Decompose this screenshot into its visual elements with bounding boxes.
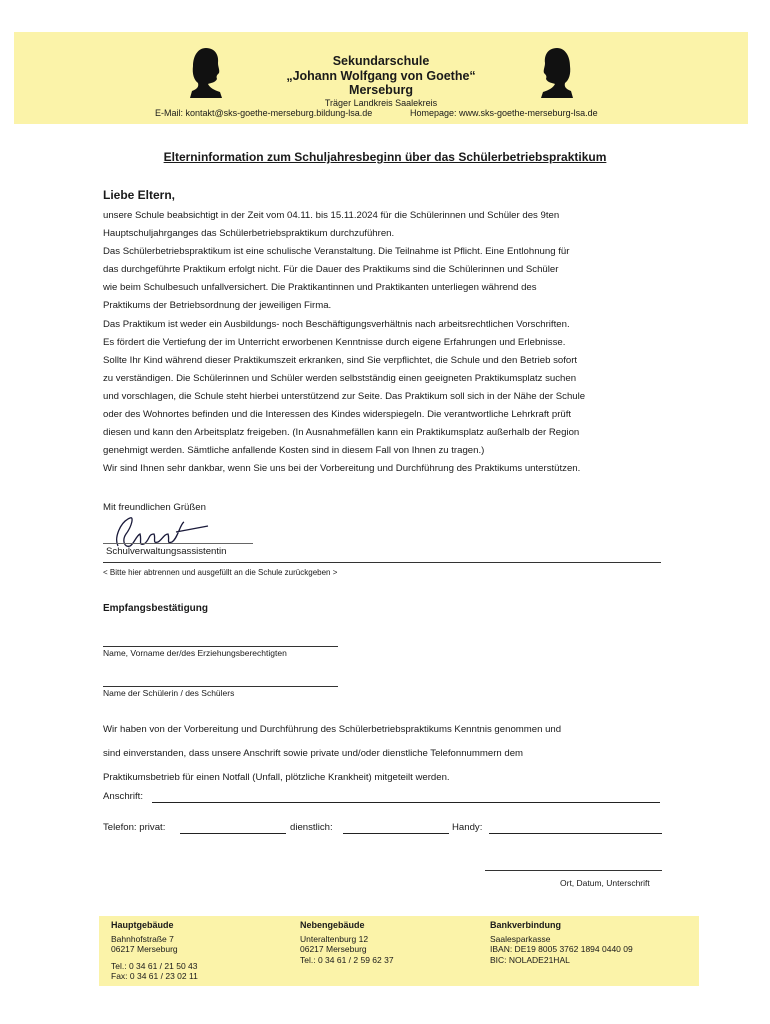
phone-work-input[interactable]	[343, 821, 449, 834]
mobile-label: Handy:	[452, 822, 483, 833]
body-line: Hauptschuljahrganges das Schülerbetriebspraktikum durchzuführen.	[103, 228, 395, 240]
footer-heading: Nebengebäude	[300, 920, 365, 930]
signature-label: Ort, Datum, Unterschrift	[560, 878, 650, 888]
footer-line: 06217 Merseburg	[111, 944, 178, 954]
footer-line: IBAN: DE19 8005 3762 1894 0440 09	[490, 944, 633, 954]
footer-line: BIC: NOLADE21HAL	[490, 954, 570, 965]
address-label: Anschrift:	[103, 791, 143, 802]
body-line: zu verständigen. Die Schülerinnen und Schüler werden selbstständig einen geeigneten Praktikumsplatz suchen	[103, 372, 577, 384]
closing: Mit freundlichen Grüßen	[103, 502, 206, 513]
body-line: unsere Schule beabsichtigt in der Zeit vom 04.11. bis 15.11.2024 für die Schülerinnen und Schüler des 9ten	[103, 210, 560, 221]
school-name: „Johann Wolfgang von Goethe“	[286, 69, 476, 83]
footer-branch-building	[300, 920, 394, 965]
salutation: Liebe Eltern,	[103, 188, 176, 202]
footer-heading: Hauptgebäude	[111, 920, 174, 930]
cut-line	[103, 562, 661, 563]
body-line: Praktikums der Betriebsordnung der jeweiligen Firma.	[103, 300, 332, 312]
cut-note: < Bitte hier abtrennen und ausgefüllt an die Schule zurückgeben >	[103, 568, 338, 577]
signer-role: Schulverwaltungsassistentin	[106, 546, 227, 557]
body-line: Es fördert die Vertiefung der im Unterricht erworbenen Kenntnisse durch eigene Erfahrungen und Erlebnisse.	[103, 336, 566, 348]
body-line: Wir sind Ihnen sehr dankbar, wenn Sie uns bei der Vorbereitung und Durchführung des Praktikums unterstützen.	[103, 463, 581, 475]
letter-title: Elterninformation zum Schuljahresbeginn über das Schülerbetriebspraktikum	[163, 150, 607, 164]
email-address: E-Mail: kontakt@sks-goethe-merseburg.bildung-lsa.de	[155, 108, 373, 118]
address-input[interactable]	[152, 790, 660, 803]
school-carrier: Träger Landkreis Saalekreis	[324, 98, 438, 108]
footer-line: 06217 Merseburg	[300, 944, 367, 954]
footer-heading: Bankverbindung	[490, 920, 562, 930]
mobile-input[interactable]	[489, 821, 662, 834]
phone-private-input[interactable]	[180, 821, 286, 834]
consent-line: Praktikumsbetrieb für einen Notfall (Unfall, plötzliche Krankheit) mitgeteilt werden.	[103, 772, 450, 783]
body-line: Das Praktikum ist weder ein Ausbildungs- noch Beschäftigungsverhältnis nach arbeitsrechtlichen Vorschriften.	[103, 318, 570, 330]
footer-line: Tel.: 0 34 61 / 21 50 43	[111, 960, 198, 971]
phone-work-label: dienstlich:	[290, 822, 333, 833]
footer-line: Fax: 0 34 61 / 23 02 11	[111, 971, 198, 981]
consent-line: Wir haben von der Vorbereitung und Durchführung des Schülerbetriebspraktikums Kenntnis genommen und	[103, 724, 562, 735]
name-input-line[interactable]	[103, 646, 338, 647]
letter-body	[103, 207, 663, 478]
footer	[99, 916, 699, 986]
body-line: diesen und kann den Arbeitsplatz freigeben. (In Ausnahmefällen kann ein Praktikumsplatz außerhalb der Region	[103, 427, 580, 439]
body-line: und vorschlagen, die Schule steht hierbei unterstützend zur Seite. Das Praktikum soll sich in der Nähe der Schule	[103, 390, 586, 402]
phone-private-label: Telefon: privat:	[103, 822, 166, 833]
signature-line	[103, 543, 253, 544]
school-city: Merseburg	[349, 83, 413, 97]
footer-main-building	[111, 920, 198, 982]
student-label: Name der Schülerin / des Schülers	[103, 688, 235, 698]
footer-line: Saalesparkasse	[490, 933, 551, 944]
footer-line: Bahnhofstraße 7	[111, 933, 174, 944]
body-line: Sollte Ihr Kind während dieser Praktikumszeit erkranken, sind Sie verpflichtet, die Schule und den Betrieb sofort	[103, 354, 578, 366]
body-line: Das Schülerbetriebspraktikum ist eine schulische Veranstaltung. Die Teilnahme ist Pflicht. Eine Entlohnung für	[103, 246, 570, 258]
receipt-title: Empfangsbestätigung	[103, 603, 209, 614]
body-line: oder des Wohnortes befinden und die Interessen des Kindes widerspiegeln. Die verantwortliche Lehrkraft prüft	[103, 409, 572, 421]
letterhead	[14, 32, 748, 124]
student-input-line[interactable]	[103, 686, 338, 687]
school-type: Sekundarschule	[332, 54, 430, 68]
consent-line: sind einverstanden, dass unsere Anschrift sowie private und/oder dienstliche Telefonnummern dem	[103, 748, 524, 759]
body-line: genehmigt werden. Sämtliche anfallende Kosten sind in diesem Fall von Ihnen zu tragen.)	[103, 445, 485, 457]
name-label: Name, Vorname der/des Erziehungsberechtigten	[103, 648, 287, 658]
consent-text	[103, 718, 683, 790]
footer-line: Tel.: 0 34 61 / 2 59 62 37	[300, 954, 394, 965]
body-line: wie beim Schulbesuch unfallversichert. Die Praktikantinnen und Praktikanten unterliegen während des	[103, 282, 537, 294]
body-line: das durchgeführte Praktikum erfolgt nicht. Für die Dauer des Praktikums sind die Schülerinnen und Schüler	[103, 264, 559, 276]
signature-input-line[interactable]	[485, 870, 662, 871]
footer-bank	[490, 920, 633, 965]
homepage-url: Homepage: www.sks-goethe-merseburg-lsa.de	[410, 108, 598, 118]
footer-line: Unteraltenburg 12	[300, 933, 369, 944]
